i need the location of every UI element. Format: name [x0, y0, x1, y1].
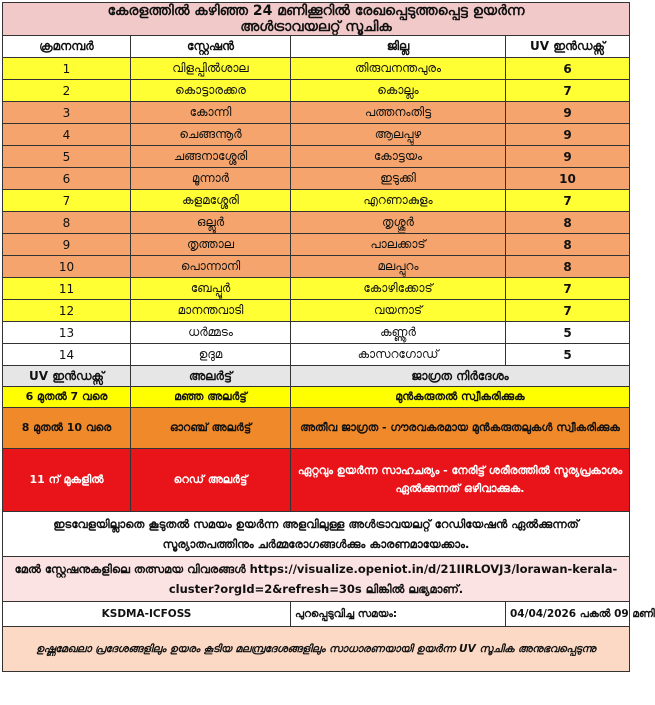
station-cell: ചെങ്ങന്നൂർ [131, 124, 291, 146]
legend-red-range: 11 ന് മുകളിൽ [3, 449, 131, 512]
table-row [3, 300, 630, 322]
bottom-note: ഉഷ്ണമേഖലാ പ്രദേശങ്ങളിലും ഉയരം കൂടിയ മലമ്പ്രദേശങ്ങളിലും സാധാരണയായി ഉയർന്ന UV സൂചിക അനുഭവപ്പെടുന്നു [3, 627, 630, 672]
footer-published-value: 04/04/2026 പകൽ 09 മണി [506, 602, 630, 627]
header-serial: ക്രമനമ്പർ [3, 36, 131, 58]
station-rows [3, 58, 630, 366]
uv-index-report [2, 2, 655, 672]
station-cell: ചങ്ങനാശ്ശേരി [131, 146, 291, 168]
table-row [3, 168, 630, 190]
station-cell: വിളപ്പിൽശാല [131, 58, 291, 80]
links-row [3, 557, 630, 602]
uv-index-cell: 10 [506, 168, 630, 190]
title-line-1: കേരളത്തിൽ കഴിഞ്ഞ 24 മണിക്കൂറിൽ രേഖപ്പെടുത്തപ്പെട്ട ഉയർന്ന [107, 3, 525, 19]
header-station: സ്റ്റേഷൻ [131, 36, 291, 58]
health-note-row [3, 512, 630, 557]
legend-red-alert: റെഡ് അലർട്ട് [131, 449, 291, 512]
station-cell: പൊന്നാനി [131, 256, 291, 278]
table-header-row [3, 36, 630, 58]
district-cell: കോട്ടയം [291, 146, 506, 168]
table-row [3, 344, 630, 366]
table-row [3, 234, 630, 256]
district-cell: വയനാട് [291, 300, 506, 322]
serial-cell: 6 [3, 168, 131, 190]
station-cell: തൃത്താല [131, 234, 291, 256]
district-cell: ആലപ്പുഴ [291, 124, 506, 146]
header-district: ജില്ല [291, 36, 506, 58]
table-row [3, 190, 630, 212]
district-cell: കോഴിക്കോട് [291, 278, 506, 300]
uv-index-cell: 9 [506, 124, 630, 146]
uv-index-cell: 8 [506, 256, 630, 278]
footer-org: KSDMA-ICFOSS [3, 602, 291, 627]
uv-index-cell: 7 [506, 80, 630, 102]
serial-cell: 13 [3, 322, 131, 344]
legend-header-uv: UV ഇൻഡക്സ് [3, 366, 131, 387]
uv-index-cell: 8 [506, 234, 630, 256]
district-cell: തിരുവനന്തപുരം [291, 58, 506, 80]
district-cell: ഇടുക്കി [291, 168, 506, 190]
station-cell: കളമശ്ശേരി [131, 190, 291, 212]
station-cell: മൂന്നാർ [131, 168, 291, 190]
uv-index-cell: 7 [506, 190, 630, 212]
legend-header-advice: ജാഗ്രത നിർദേശം [291, 366, 630, 387]
uv-index-cell: 7 [506, 278, 630, 300]
legend-yellow-alert: മഞ്ഞ അലർട്ട് [131, 387, 291, 408]
serial-cell: 9 [3, 234, 131, 256]
table-row [3, 80, 630, 102]
serial-cell: 7 [3, 190, 131, 212]
bottom-note-row [3, 627, 630, 672]
legend-yellow-advice: മുൻകരുതൽ സ്വീകരിക്കുക [291, 387, 630, 408]
uv-index-cell: 5 [506, 344, 630, 366]
district-cell: മലപ്പുറം [291, 256, 506, 278]
title-line-2: അൾട്രാവയലറ്റ് സൂചിക [240, 19, 392, 35]
serial-cell: 3 [3, 102, 131, 124]
legend-header-alert: അലർട്ട് [131, 366, 291, 387]
serial-cell: 12 [3, 300, 131, 322]
live-data-link-text[interactable]: മേൽ സ്റ്റേഷനുകളിലെ തത്സമയ വിവരങ്ങൾ https://visualize.openiot.in/d/21IIRLOVJ3/lorawan-kerala-cluster?orgId=2&refresh=30s ലിങ്കിൽ ലഭ്യമാണ്. [3, 557, 630, 602]
legend-red-advice: ഏറ്റവും ഉയർന്ന സാഹചര്യം - നേരിട്ട് ശരീരത്തിൽ സൂര്യപ്രകാശം ഏൽക്കുന്നത് ഒഴിവാക്കുക. [291, 449, 630, 512]
footer-published-label: പുറപ്പെടുവിച്ച സമയം: [291, 602, 506, 627]
legend-orange-alert: ഓറഞ്ച് അലർട്ട് [131, 408, 291, 449]
serial-cell: 10 [3, 256, 131, 278]
table-row [3, 146, 630, 168]
table-row [3, 58, 630, 80]
district-cell: കാസറഗോഡ് [291, 344, 506, 366]
table-row [3, 278, 630, 300]
station-cell: ധർമ്മടം [131, 322, 291, 344]
uv-index-cell: 5 [506, 322, 630, 344]
district-cell: പത്തനംതിട്ട [291, 102, 506, 124]
health-note: ഇടവേളയില്ലാതെ കൂടുതൽ സമയം ഉയർന്ന അളവിലുള്ള അൾട്രാവയലറ്റ് റേഡിയേഷൻ ഏൽക്കുന്നത് സൂര്യാതപത്തിനും ചർമ്മരോഗങ്ങൾക്കും കാരണമായേക്കാം. [3, 512, 630, 557]
station-cell: കൊട്ടാരക്കര [131, 80, 291, 102]
station-cell: കോന്നി [131, 102, 291, 124]
serial-cell: 5 [3, 146, 131, 168]
table-row [3, 322, 630, 344]
table-row [3, 212, 630, 234]
legend-red-row [3, 449, 630, 512]
legend-orange-advice: അതീവ ജാഗ്രത - ഗൗരവകരമായ മുൻകരുതലുകൾ സ്വീകരിക്കുക [291, 408, 630, 449]
serial-cell: 4 [3, 124, 131, 146]
table-row [3, 124, 630, 146]
table-row [3, 102, 630, 124]
report-table [2, 2, 655, 672]
uv-index-cell: 9 [506, 102, 630, 124]
district-cell: എറണാകുളം [291, 190, 506, 212]
serial-cell: 8 [3, 212, 131, 234]
legend-yellow-row [3, 387, 630, 408]
district-cell: പാലക്കാട് [291, 234, 506, 256]
legend-orange-range: 8 മുതൽ 10 വരെ [3, 408, 131, 449]
footer-row [3, 602, 630, 627]
uv-index-cell: 9 [506, 146, 630, 168]
serial-cell: 1 [3, 58, 131, 80]
header-uv-index: UV ഇൻഡക്സ് [506, 36, 630, 58]
uv-index-cell: 8 [506, 212, 630, 234]
serial-cell: 14 [3, 344, 131, 366]
title-row [3, 3, 630, 36]
serial-cell: 11 [3, 278, 131, 300]
station-cell: ഉദുമ [131, 344, 291, 366]
district-cell: തൃശ്ശൂർ [291, 212, 506, 234]
serial-cell: 2 [3, 80, 131, 102]
station-cell: ഒല്ലൂർ [131, 212, 291, 234]
district-cell: കണ്ണൂർ [291, 322, 506, 344]
legend-yellow-range: 6 മുതൽ 7 വരെ [3, 387, 131, 408]
station-cell: ബേപ്പൂർ [131, 278, 291, 300]
legend-header-row [3, 366, 630, 387]
district-cell: കൊല്ലം [291, 80, 506, 102]
uv-index-cell: 6 [506, 58, 630, 80]
report-title [3, 3, 630, 36]
station-cell: മാനന്തവാടി [131, 300, 291, 322]
legend-orange-row [3, 408, 630, 449]
table-row [3, 256, 630, 278]
uv-index-cell: 7 [506, 300, 630, 322]
